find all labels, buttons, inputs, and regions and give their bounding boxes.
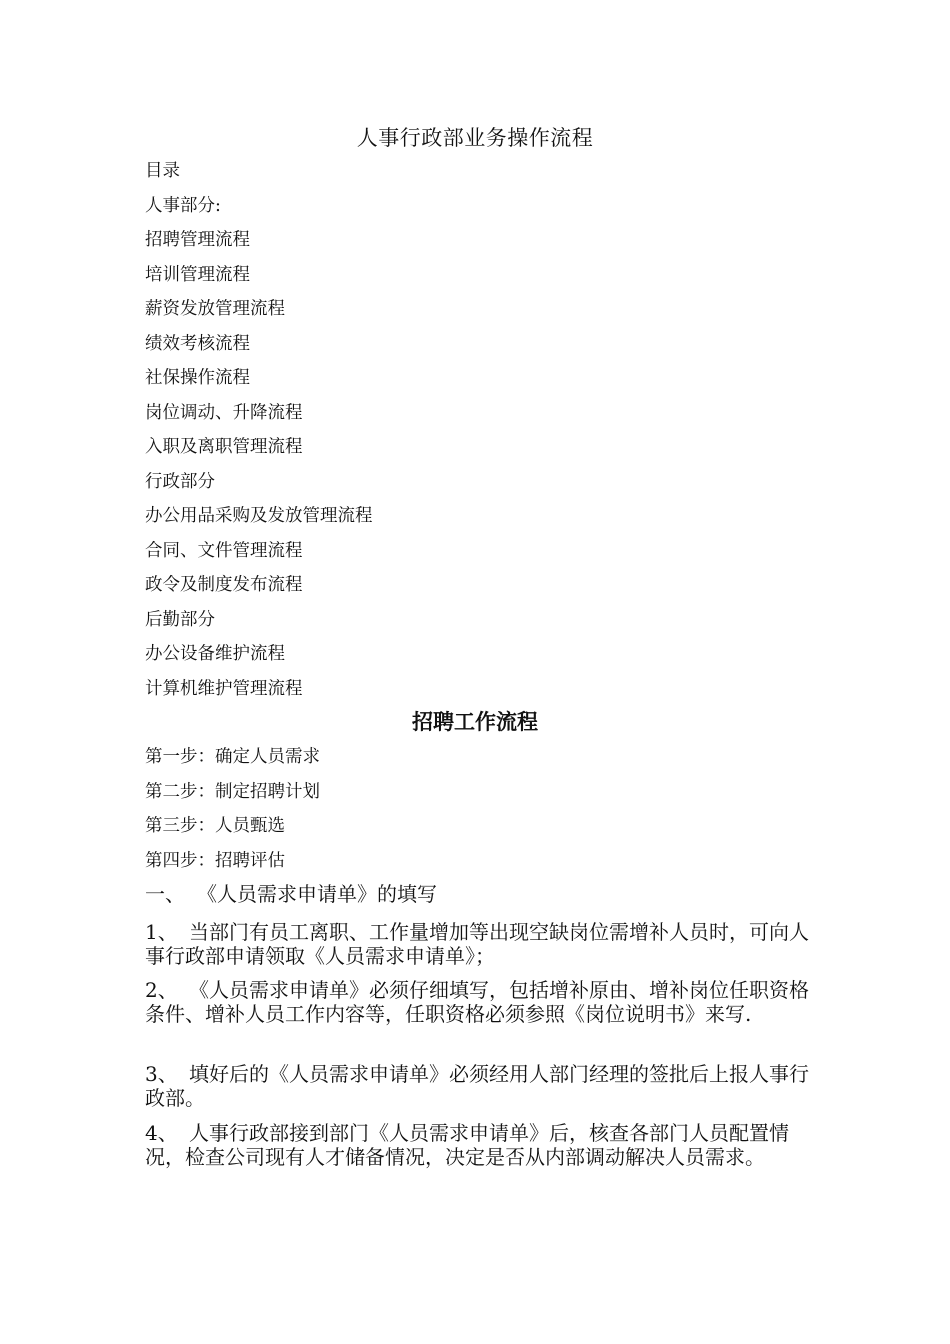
step-item: 第二步：制定招聘计划 — [145, 781, 320, 802]
toc-group-hr: 人事部分: — [145, 195, 221, 216]
toc-item: 培训管理流程 — [145, 264, 250, 285]
paragraph-text: 人事行政部接到部门《人员需求申请单》后，核查各部门人员配置情况，检查公司现有人才储备情况，决定是否从内部调动解决人员需求。 — [145, 1121, 789, 1169]
toc-heading: 目录 — [145, 161, 180, 181]
toc-item: 招聘管理流程 — [145, 230, 250, 250]
toc-item: 岗位调动、升降流程 — [145, 402, 303, 423]
toc-item: 政令及制度发布流程 — [145, 575, 303, 595]
toc-item: 社保操作流程 — [145, 368, 250, 388]
section-title: 招聘工作流程 — [412, 710, 538, 734]
toc-item: 办公用品采购及发放管理流程 — [145, 506, 373, 526]
table-of-contents — [145, 157, 373, 709]
paragraph-text: 填好后的《人员需求申请单》必须经用人部门经理的签批后上报人事行政部。 — [145, 1062, 809, 1110]
subsection-heading-text: 《人员需求申请单》的填写 — [197, 882, 437, 906]
document-title: 人事行政部业务操作流程 — [356, 126, 594, 150]
paragraph — [145, 978, 817, 1026]
toc-item: 办公设备维护流程 — [145, 644, 285, 664]
paragraph-number: 1、 — [145, 920, 178, 944]
paragraph — [145, 1062, 817, 1110]
paragraph-text: 当部门有员工离职、工作量增加等出现空缺岗位需增补人员时，可向人事行政部申请领取《人员需求申请单》； — [145, 920, 809, 968]
step-item: 第一步：确定人员需求 — [145, 747, 320, 767]
paragraph-number: 4、 — [145, 1121, 178, 1145]
subsection-number: 一、 — [145, 882, 185, 906]
step-item: 第四步：招聘评估 — [145, 850, 285, 871]
paragraph-text: 《人员需求申请单》必须仔细填写，包括增补原由、增补岗位任职资格条件、增补人员工作内容等，任职资格必须参照《岗位说明书》来写. — [145, 978, 809, 1026]
step-item: 第三步：人员甄选 — [145, 816, 285, 836]
toc-item: 计算机维护管理流程 — [145, 678, 303, 699]
paragraph — [145, 920, 817, 968]
toc-item: 薪资发放管理流程 — [145, 299, 285, 319]
toc-item: 绩效考核流程 — [145, 333, 250, 354]
toc-item: 入职及离职管理流程 — [145, 437, 303, 457]
subsection-heading — [145, 882, 817, 906]
toc-item: 合同、文件管理流程 — [145, 540, 303, 561]
paragraph-number: 3、 — [145, 1062, 178, 1086]
paragraph — [145, 1121, 817, 1169]
toc-group-logistics: 后勤部分 — [145, 609, 215, 630]
paragraph-number: 2、 — [145, 978, 178, 1002]
step-list — [145, 743, 320, 881]
toc-group-admin: 行政部分 — [145, 471, 215, 492]
